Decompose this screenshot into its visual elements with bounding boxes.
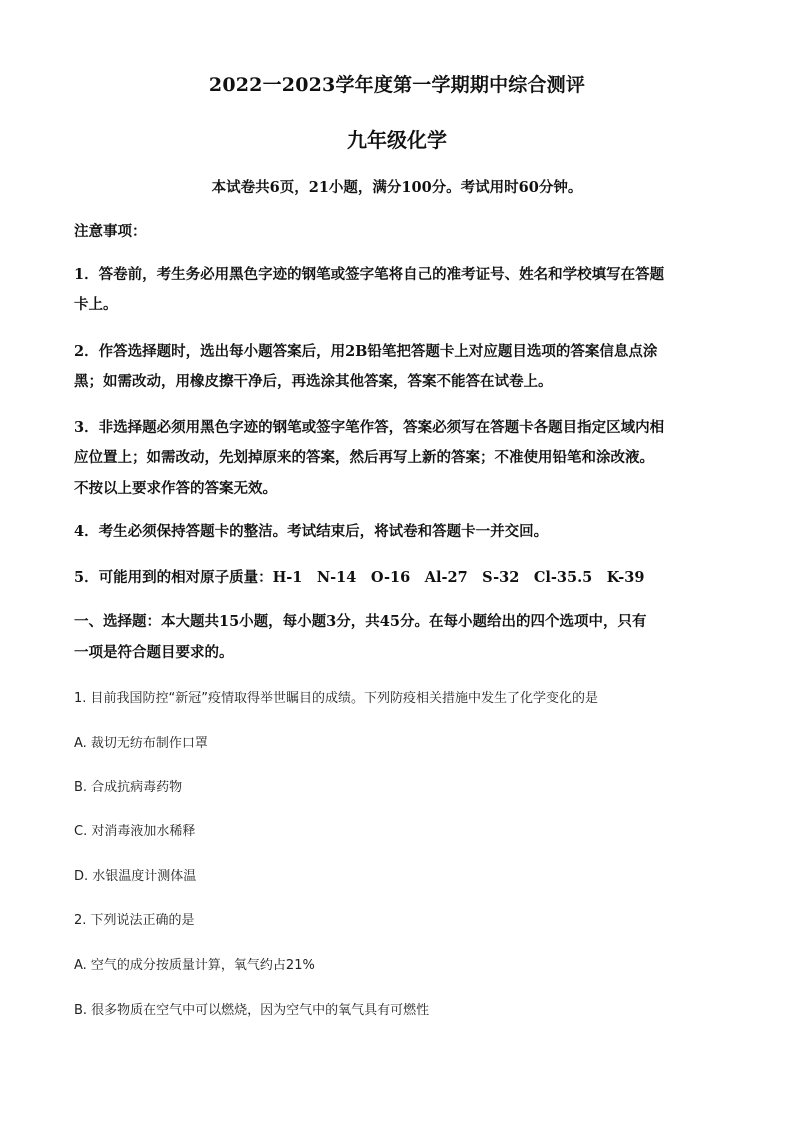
note-1-line-2: 卡上。: [74, 296, 118, 313]
note-3-line-1: 3．非选择题必须用黑色字迹的钢笔或签字笔作答，答案必须写在答题卡各题目指定区域内相: [74, 419, 665, 436]
section-1-heading-line-2: 一项是符合题目要求的。: [74, 644, 234, 661]
note-1-line-1: 1．答卷前，考生务必用黑色字迹的钢笔或签字笔将自己的准考证号、姓名和学校填写在答题: [74, 266, 665, 283]
notes-heading: 注意事项：: [74, 223, 147, 240]
question-1-option-b: B. 合成抗病毒药物: [74, 780, 183, 795]
note-5-atomic-masses: 5．可能用到的相对原子质量：H-1 N-14 O-16 Al-27 S-32 Cl-35.5 K-39: [74, 569, 645, 586]
question-1-option-a: A. 裁切无纺布制作口罩: [74, 736, 208, 751]
question-1-option-c: C. 对消毒液加水稀释: [74, 824, 196, 839]
section-1-heading-line-1: 一、选择题：本大题共15小题，每小题3分，共45分。在每小题给出的四个选项中，只有: [74, 613, 647, 630]
note-3-line-2: 应位置上；如需改动，先划掉原来的答案，然后再写上新的答案；不准使用铅笔和涂改液。: [74, 449, 654, 466]
note-2-line-2: 黑；如需改动，用橡皮擦干净后，再选涂其他答案，答案不能答在试卷上。: [74, 373, 553, 390]
exam-subject: 九年级化学: [347, 128, 447, 152]
note-4-line-1: 4．考生必须保持答题卡的整洁。考试结束后，将试卷和答题卡一并交回。: [74, 523, 549, 540]
question-2-stem: 2. 下列说法正确的是: [74, 913, 195, 928]
note-3-line-3: 不按以上要求作答的答案无效。: [74, 480, 277, 497]
note-2-line-1: 2．作答选择题时，选出每小题答案后，用2B铅笔把答题卡上对应题目选项的答案信息点涂: [74, 343, 658, 360]
question-2-option-b: B. 很多物质在空气中可以燃烧，因为空气中的氧气具有可燃性: [74, 1003, 430, 1018]
question-1-option-d: D. 水银温度计测体温: [74, 869, 197, 884]
exam-title: 2022一2023学年度第一学期期中综合测评: [208, 74, 586, 96]
question-1-stem: 1. 目前我国防控“新冠”疫情取得举世瞩目的成绩。下列防疫相关措施中发生了化学变化的是: [74, 691, 599, 706]
exam-info: 本试卷共6页，21小题，满分100分。考试用时60分钟。: [211, 179, 583, 196]
question-2-option-a: A. 空气的成分按质量计算，氧气约占21%: [74, 958, 315, 973]
